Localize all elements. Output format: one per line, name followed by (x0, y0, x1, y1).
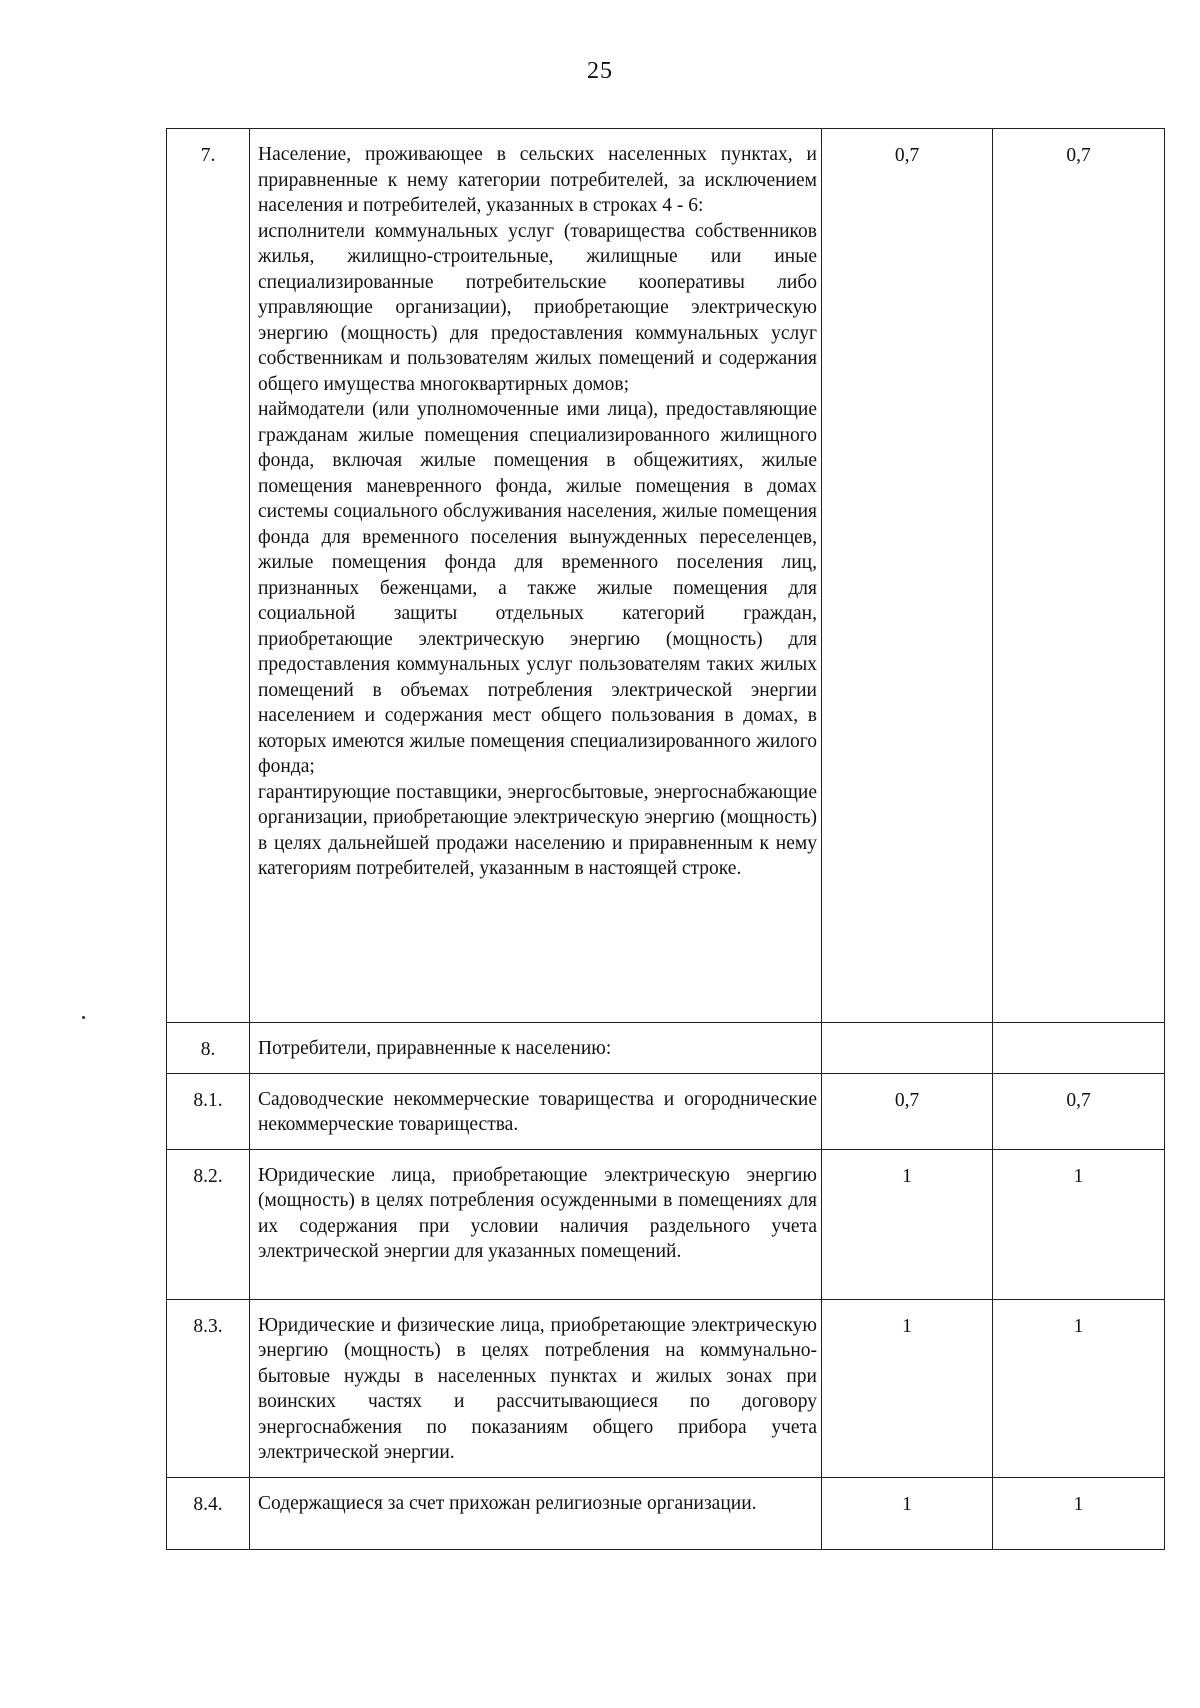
tariff-value-1: 1 (822, 1149, 993, 1299)
row-number: 8. (167, 1023, 250, 1074)
row-number: 8.1. (167, 1073, 250, 1149)
row-number: 8.2. (167, 1149, 250, 1299)
tariff-value-2: 0,7 (993, 1073, 1165, 1149)
tariff-value-1: 1 (822, 1477, 993, 1549)
row-description (250, 129, 822, 1023)
description-paragraph: Садоводческие некоммерческие товарищества и огороднические некоммерческие товарищества. (258, 1088, 817, 1135)
tariff-value-1 (822, 1023, 993, 1074)
row-number: 7. (167, 129, 250, 1023)
row-description (250, 1073, 822, 1149)
description-paragraph: Население, проживающее в сельских населенных пунктах, и приравненные к нему категории потребителей, за исключением населения и потребителей, указанных в строках 4 - 6: (258, 144, 817, 216)
tariff-value-2 (993, 1023, 1165, 1074)
description-paragraph: Юридические лица, приобретающие электрическую энергию (мощность) в целях потребления осужденными в помещениях для их содержания при условии наличия раздельного учета электрической энергии для указанных помещений. (258, 1164, 817, 1262)
tariff-value-2: 1 (993, 1149, 1165, 1299)
row-description (250, 1299, 822, 1477)
table-row-8-4 (167, 1477, 1165, 1549)
description-paragraph: гарантирующие поставщики, энергосбытовые, энергоснабжающие организации, приобретающие электрическую энергию (мощность) в целях дальнейшей продажи населению и приравненным к нему категориям потребителей, указанным в настоящей строке. (258, 781, 817, 879)
table-row-8 (167, 1023, 1165, 1074)
table-row-8-2 (167, 1149, 1165, 1299)
tariff-value-2: 1 (993, 1299, 1165, 1477)
tariff-value-1: 0,7 (822, 129, 993, 1023)
description-paragraph: Содержащиеся за счет прихожан религиозные организации. (258, 1492, 757, 1514)
description-paragraph: Потребители, приравненные к населению: (258, 1038, 612, 1059)
tariff-value-1: 1 (822, 1299, 993, 1477)
description-paragraph: исполнители коммунальных услуг (товарищества собственников жилья, жилищно-строительные, жилищные или иные специализированные потребительские кооперативы либо управляющие организации), приобретающие электрическую энергию (мощность) для предоставления коммунальных услуг собственникам и пользователям жилых помещений и содержания общего имущества многоквартирных домов; (258, 220, 817, 395)
tariff-value-1: 0,7 (822, 1073, 993, 1149)
row-description (250, 1023, 822, 1074)
table-row-7 (167, 129, 1165, 1023)
tariff-table (166, 128, 1165, 1550)
row-description (250, 1477, 822, 1549)
table-row-8-1 (167, 1073, 1165, 1149)
row-number: 8.4. (167, 1477, 250, 1549)
table-row-8-3 (167, 1299, 1165, 1477)
description-paragraph: Юридические и физические лица, приобретающие электрическую энергию (мощность) в целях потребления на коммунально-бытовые нужды в населенных пунктах и жилых зонах при воинских частях и рассчитывающиеся по договору энергоснабжения по показаниям общего прибора учета электрической энергии. (258, 1314, 817, 1463)
row-description (250, 1149, 822, 1299)
row-number: 8.3. (167, 1299, 250, 1477)
tariff-value-2: 1 (993, 1477, 1165, 1549)
page-number: 25 (587, 58, 613, 84)
description-paragraph: наймодатели (или уполномоченные ими лица), предоставляющие гражданам жилые помещения специализированного жилищного фонда, включая жилые помещения в общежитиях, жилые помещения маневренного фонда, жилые помещения в домах системы социального обслуживания населения, жилые помещения фонда для временного поселения вынужденных переселенцев, жилые помещения фонда для временного поселения лиц, признанных беженцами, а также жилые помещения для социальной защиты отдельных категорий граждан, приобретающие электрическую энергию (мощность) для предоставления коммунальных услуг пользователям таких жилых помещений в объемах потребления электрической энергии населением и содержания мест общего пользования в домах, в которых имеются жилые помещения специализированного жилого фонда; (258, 399, 817, 777)
tariff-value-2: 0,7 (993, 129, 1165, 1023)
scan-artifact-dot (82, 1016, 85, 1019)
